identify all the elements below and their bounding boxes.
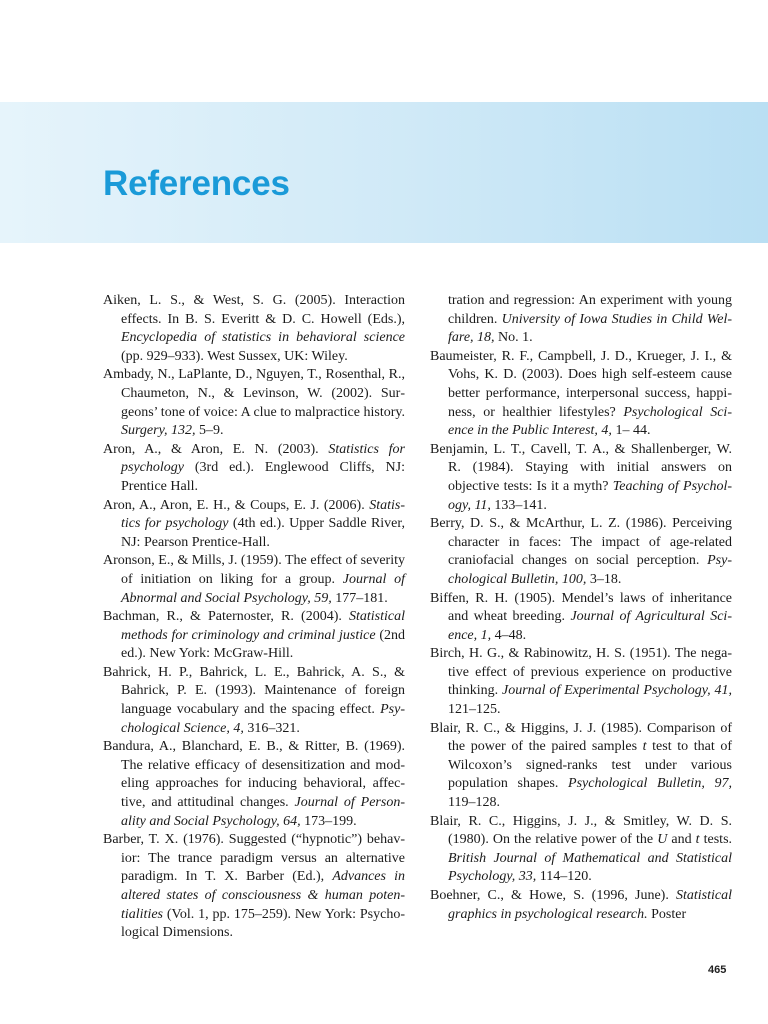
reference-italic: University of Iowa Studies in Child Welfare, 18,	[448, 311, 733, 346]
reference-text: Boehner, C., & Howe, S. (1996, June).	[430, 888, 676, 903]
reference-text: 5–9.	[195, 423, 224, 439]
reference-entry	[430, 720, 732, 813]
reference-text: (4th ed.). Upper Saddle River, NJ: Pearson Prentice-Hall.	[121, 516, 406, 550]
reference-entry	[103, 497, 405, 553]
reference-text: tests.	[699, 832, 733, 848]
reference-text: 114–120.	[536, 869, 592, 885]
references-right-list	[430, 348, 732, 924]
reference-italic: Psychological Science in the Public Interest, 4,	[448, 404, 732, 439]
reference-entry	[103, 292, 405, 366]
reference-text: 177–181.	[331, 590, 388, 606]
reference-italic: t	[695, 832, 700, 848]
reference-text: Barber, T. X. (1976). Suggested (“hypnotic”) behavior: The trance paradigm versus an alternative paradigm. In T. X. Barber (Ed.),	[103, 832, 405, 885]
reference-italic: Psychological Science, 4,	[121, 702, 405, 736]
reference-entry	[430, 590, 732, 646]
reference-text: and	[667, 832, 696, 848]
reference-entry	[103, 738, 405, 831]
reference-text: Blair, R. C., Higgins, J. J., & Smitley, W. D. S. (1980). On the relative power of the	[430, 813, 732, 848]
reference-entry	[103, 831, 405, 943]
reference-text: Baumeister, R. F., Campbell, J. D., Krueger, J. I., & Vohs, K. D. (2003). Does high self-esteem cause better performance, interpersonal success, happiness, or healthier lifestyles?	[430, 348, 732, 420]
page-title: References	[103, 164, 290, 203]
reference-text: test to that of Wilcoxon’s signed-ranks test under various population shapes.	[448, 739, 732, 792]
reference-italic: Journal of Agricultural Science, 1,	[448, 609, 732, 643]
reference-entry	[103, 441, 405, 497]
reference-italic: Psychological Bulletin, 100,	[448, 553, 732, 587]
reference-italic: Teaching of Psychology, 11,	[448, 478, 733, 513]
reference-text: No. 1.	[494, 330, 533, 346]
reference-text: 3–18.	[586, 571, 622, 587]
reference-entry	[430, 441, 732, 515]
reference-entry	[430, 887, 732, 924]
reference-text: Poster	[647, 906, 687, 922]
reference-text: Aronson, E., & Mills, J. (1959). The effect of severity of initiation on liking for a group.	[103, 553, 405, 587]
reference-text: 121–125.	[448, 702, 501, 718]
reference-text: 133–141.	[490, 497, 547, 513]
reference-text: Benjamin, L. T., Cavell, T. A., & Shallenberger, W. R. (1984). Staying with initial answers on objective tests: Is it a myth?	[430, 441, 732, 494]
reference-text: 1– 44.	[611, 423, 651, 439]
reference-text: (Vol. 1, pp. 175–259). New York: Psychological Dimensions.	[121, 906, 405, 941]
reference-italic: Journal of Abnormal and Social Psychology, 59,	[121, 571, 405, 606]
reference-text: 173–199.	[300, 813, 357, 829]
reference-italic: Psychological Bulletin, 97,	[568, 776, 732, 792]
reference-text: Bahrick, H. P., Bahrick, L. E., Bahrick, A. S., & Bahrick, P. E. (1993). Maintenance of foreign language vocabulary and the spacing effect.	[103, 664, 405, 718]
reference-text: (3rd ed.). Englewood Cliffs, NJ: Prentice Hall.	[121, 460, 405, 494]
reference-italic: Journal of Experimental Psychology, 41,	[502, 683, 732, 699]
reference-text: 316–321.	[243, 720, 300, 736]
reference-text: 4–48.	[491, 627, 527, 643]
reference-text: Bachman, R., & Paternoster, R. (2004).	[103, 609, 349, 625]
reference-entry	[103, 664, 405, 738]
reference-entry	[430, 348, 732, 441]
reference-text: Bandura, A., Blanchard, E. B., & Ritter, B. (1969). The relative efficacy of desensitization and modeling approaches for inducing behavioral, affective, and attitudinal changes.	[103, 739, 405, 811]
reference-italic: Statistical graphics in psychological research.	[448, 888, 732, 922]
reference-text: Aron, A., Aron, E. H., & Coups, E. J. (2006).	[103, 497, 370, 513]
reference-entry	[430, 813, 732, 887]
reference-text: (2nd ed.). New York: McGraw-Hill.	[121, 627, 405, 662]
reference-continuation	[430, 292, 732, 348]
reference-text: 119–128.	[448, 795, 500, 811]
reference-italic: Advances in altered states of consciousness & human potentialities	[121, 869, 405, 922]
reference-italic: t	[642, 739, 647, 755]
reference-entry	[103, 366, 405, 440]
reference-italic: Journal of Personality and Social Psychology, 64,	[121, 795, 405, 829]
reference-text: (pp. 929–933). West Sussex, UK: Wiley.	[121, 348, 348, 364]
page-number: 465	[708, 964, 727, 976]
references-right-column	[430, 292, 732, 924]
reference-text: Ambady, N., LaPlante, D., Nguyen, T., Rosenthal, R., Chaumeton, N., & Levinson, W. (2002). Surgeons’ tone of voice: A clue to malpractice history.	[103, 367, 405, 420]
reference-entry	[103, 552, 405, 608]
reference-entry	[103, 608, 405, 664]
reference-italic: U	[657, 832, 668, 848]
reference-text: Biffen, R. H. (1905). Mendel’s laws of inheritance and wheat breeding.	[430, 590, 732, 625]
reference-text: Blair, R. C., & Higgins, J. J. (1985). Comparison of the power of the paired samples	[430, 720, 732, 755]
reference-italic: Statistical methods for criminology and criminal justice	[121, 609, 405, 643]
reference-italic: Statistics for psychology	[121, 497, 405, 532]
reference-text: Aiken, L. S., & West, S. G. (2005). Interaction effects. In B. S. Everitt & D. C. Howell (Eds.),	[103, 293, 405, 327]
reference-text: Aron, A., & Aron, E. N. (2003).	[103, 441, 329, 457]
reference-italic: British Journal of Mathematical and Statistical Psychology, 33,	[448, 850, 732, 885]
reference-text: Birch, H. G., & Rabinowitz, H. S. (1951). The negative effect of previous experience on productive thinking.	[430, 646, 732, 699]
references-left-column	[103, 292, 405, 943]
reference-text: tration and regression: An experiment with young children.	[448, 293, 732, 327]
reference-italic: Encyclopedia of statistics in behavioral science	[121, 330, 405, 346]
reference-italic: Surgery, 132,	[121, 423, 196, 439]
reference-entry	[430, 515, 732, 589]
reference-text: Berry, D. S., & McArthur, L. Z. (1986). Perceiving character in faces: The impact of age-related craniofacial changes on social perception.	[430, 516, 732, 569]
reference-entry	[430, 645, 732, 719]
reference-italic: Statistics for psychology	[121, 441, 405, 476]
